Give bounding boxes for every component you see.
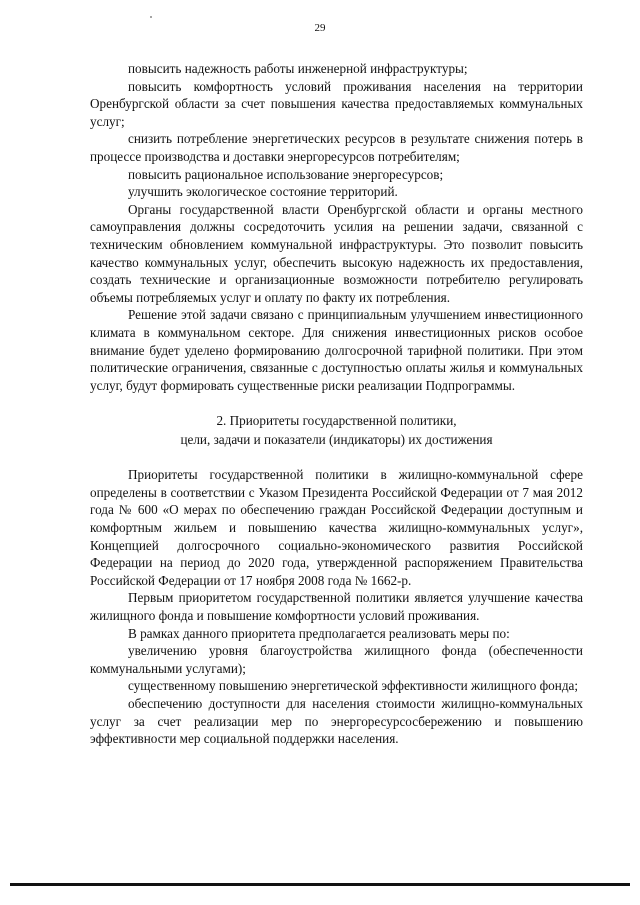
paragraph: улучшить экологическое состояние территорий.: [128, 184, 398, 200]
paragraph: повысить комфортность условий проживания населения на территории Оренбургской области за счет повышения качества предоставляемых коммунальных услуг;: [90, 78, 583, 129]
scan-edge-line: [10, 883, 630, 886]
paragraph: Решение этой задачи связано с принципиальным улучшением инвестиционного климата в коммунальном секторе. Для снижения инвестиционных рисков особое внимание будет уделено формированию долгосрочной тарифной политики. При этом политические ограничения, связанные с доступностью оплаты жилья и коммунальных услуг, будут формировать существенные риски реализации Подпрограммы.: [90, 307, 583, 393]
paragraph: Первым приоритетом государственной политики является улучшение качества жилищного фонда и повышение комфортности условий проживания.: [90, 590, 583, 624]
paragraph: снизить потребление энергетических ресурсов в результате снижения потерь в процессе производства и доставки энергоресурсов потребителям;: [90, 131, 583, 164]
paragraph: обеспечению доступности для населения стоимости жилищно-коммунальных услуг за счет реализации мер по энергоресурсосбережению и повышению эффективности мер социальной поддержки населения.: [90, 696, 583, 747]
document-body: [90, 60, 583, 748]
section-heading-line2: цели, задачи и показатели (индикаторы) их достижения: [180, 432, 493, 448]
paragraph: Органы государственной власти Оренбургской области и органы местного самоуправления должны сосредоточить усилия на решении задачи, связанной с техническим обновлением коммунальной инфраструктуры. Это позволит повысить качество коммунальных услуг, обеспечить высокую надежность их предоставления, создать технические и организационные возможности потребителю регулировать объемы потребляемых услуг и оплату по факту их потребления.: [90, 201, 583, 305]
section-heading: [90, 411, 583, 449]
paragraph: увеличению уровня благоустройства жилищного фонда (обеспеченности коммунальными услугами);: [90, 643, 583, 676]
paragraph: существенному повышению энергетической эффективности жилищного фонда;: [128, 678, 579, 694]
section-heading-line1: 2. Приоритеты государственной политики,: [216, 413, 457, 429]
paragraph: В рамках данного приоритета предполагается реализовать меры по:: [128, 625, 510, 641]
paragraph: Приоритеты государственной политики в жилищно-коммунальной сфере определены в соответствии с Указом Президента Российской Федерации от 7 мая 2012 года № 600 «О мерах по обеспечению граждан Российской Федерации доступным и комфортным жильем и повышению качества жилищно-коммунальных услуг», Концепцией долгосрочного социально-экономического развития Российской Федерации на период до 2020 года, утвержденной распоряжением Правительства Российской Федерации от 17 ноября 2008 года № 1662-р.: [90, 467, 583, 588]
scan-speck: [150, 16, 152, 18]
paragraph: повысить надежность работы инженерной инфраструктуры;: [128, 61, 468, 76]
page-number: 29: [314, 22, 326, 34]
paragraph: повысить рациональное использование энергоресурсов;: [128, 166, 444, 182]
